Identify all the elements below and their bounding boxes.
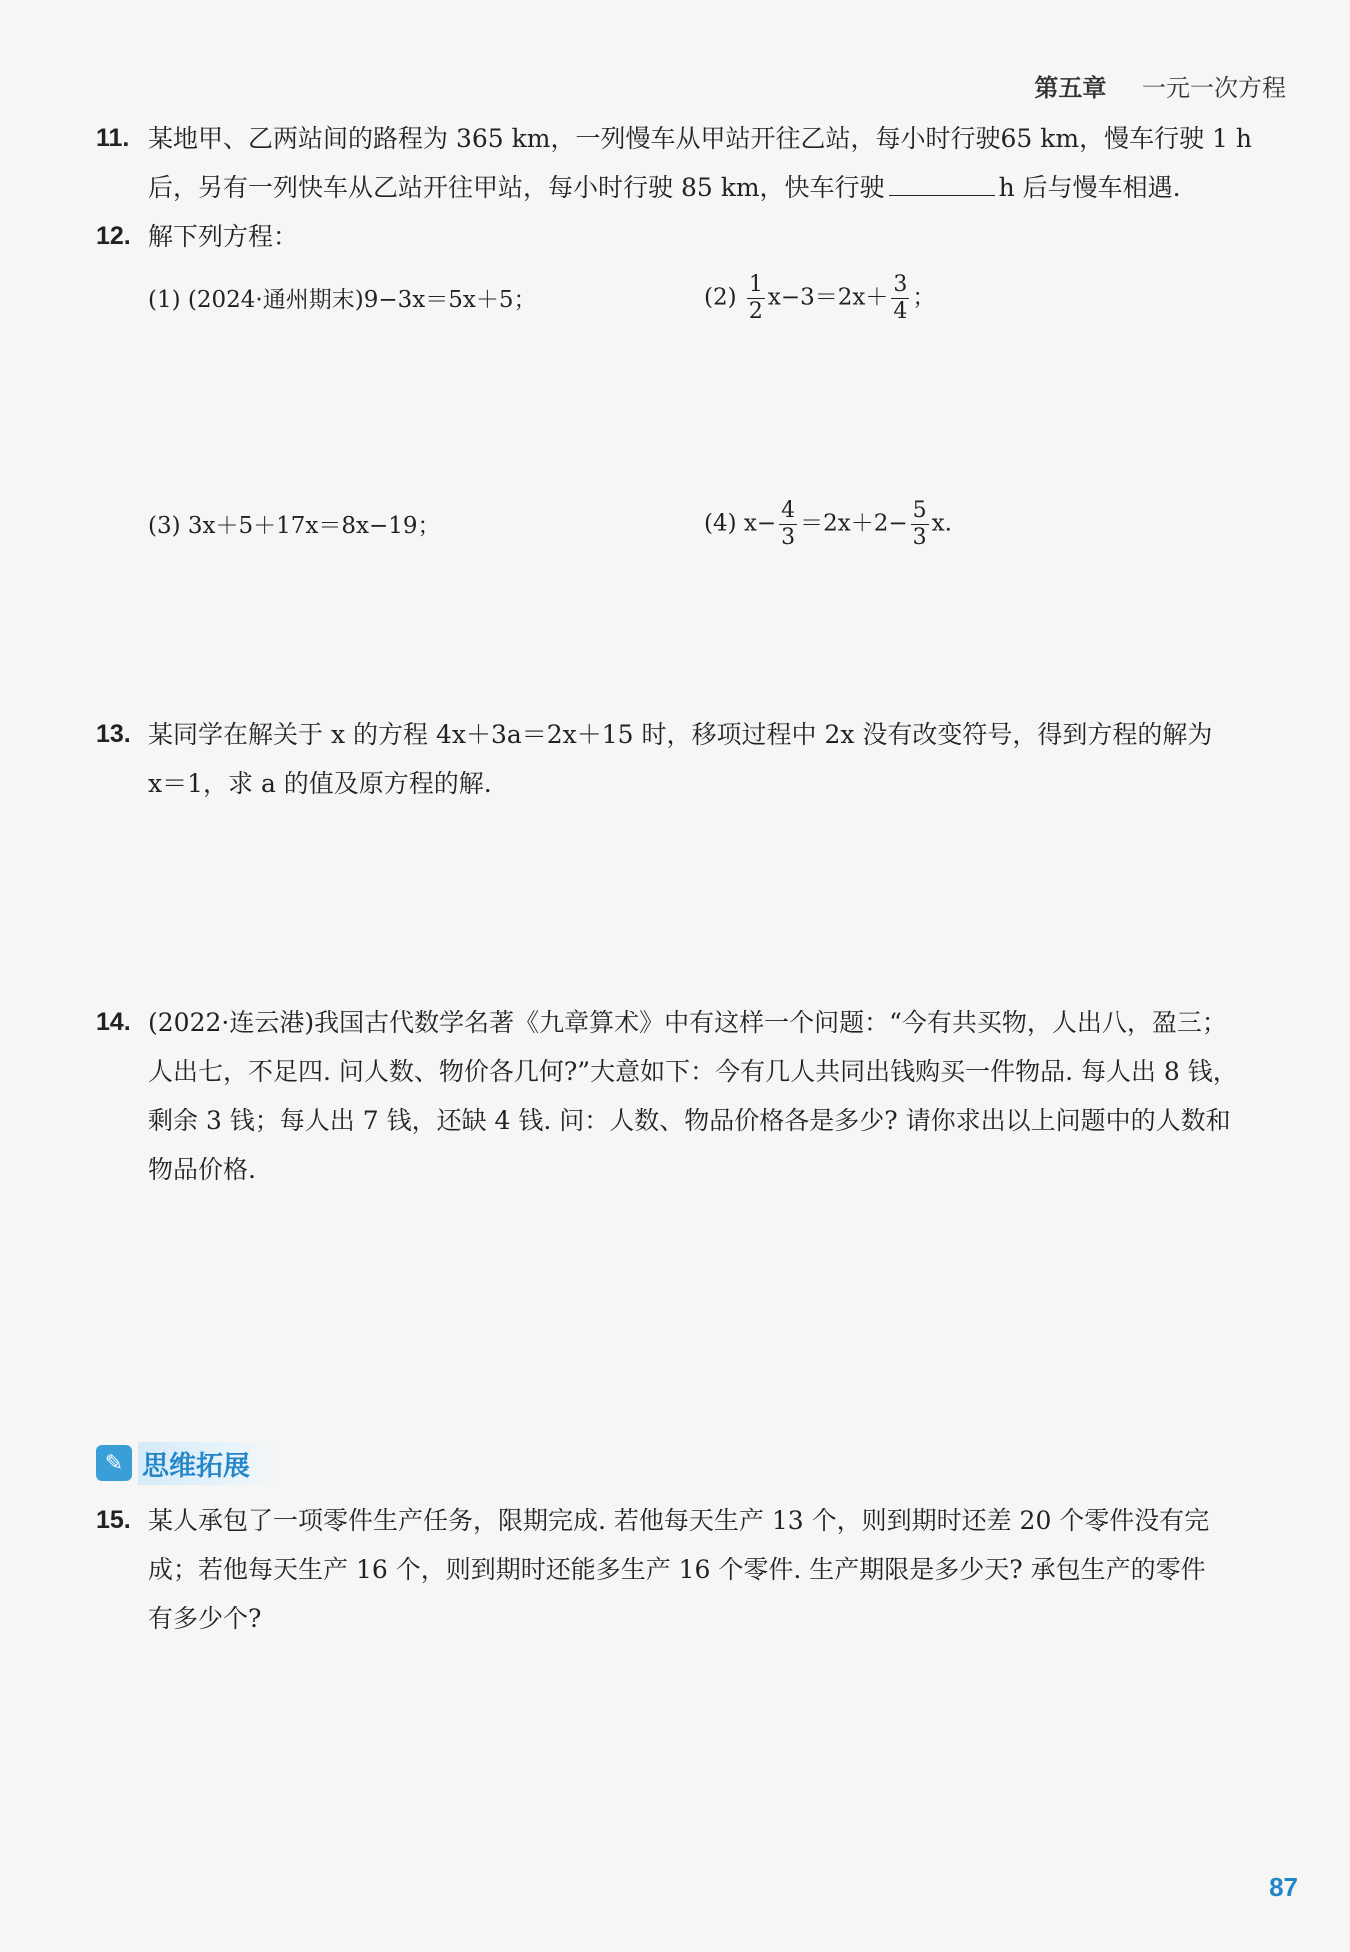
equation-text: x. — [931, 510, 952, 537]
question-number: 11. — [96, 124, 130, 152]
chapter-label: 第五章 — [1034, 74, 1107, 102]
question-text-line: (2022·连云港)我国古代数学名著《九章算术》中有这样一个问题：“今有共买物，人出八，盈三； — [148, 1008, 1227, 1037]
question-text-line: 解下列方程： — [148, 222, 299, 251]
page-number: 87 — [1269, 1872, 1298, 1902]
fraction: $\frac{1}{2}$ — [748, 272, 763, 324]
equation-label: (2) — [704, 284, 737, 311]
question-text-line: 成；若他每天生产 16 个，则到期时还能多生产 16 个零件. 生产期限是多少天? 承包生产的零件 — [148, 1555, 1206, 1584]
question-12 — [96, 212, 1290, 261]
question-text-line: 某人承包了一项零件生产任务，限期完成. 若他每天生产 13 个，则到期时还差 20 个零件没有完 — [148, 1506, 1210, 1535]
question-text-line: 物品价格. — [148, 1155, 256, 1184]
question-number: 12. — [96, 222, 131, 250]
equation-text: 9−3x＝5x＋5； — [363, 287, 537, 313]
question-15 — [96, 1496, 1290, 1643]
question-text: h 后与慢车相遇. — [998, 173, 1181, 202]
question-number: 15. — [96, 1506, 131, 1534]
question-text: 后，另有一列快车从乙站开往甲站，每小时行驶 85 km，快车行驶 — [148, 173, 885, 202]
question-text-line: 某同学在解关于 x 的方程 4x＋3a＝2x＋15 时，移项过程中 2x 没有改变符号，得到方程的解为 — [148, 720, 1213, 749]
question-text-line — [148, 163, 1290, 212]
section-header — [96, 1442, 278, 1484]
fraction: $\frac{3}{4}$ — [893, 272, 908, 324]
equation-source: (2024·通州期末) — [187, 287, 364, 313]
equation-1 — [148, 280, 536, 320]
equation-label: (3) — [148, 513, 181, 539]
equation-text: 3x＋5＋17x＝8x−19； — [187, 513, 441, 539]
equation-2 — [704, 272, 935, 325]
equation-4 — [704, 498, 952, 551]
question-text-line: 剩余 3 钱；每人出 7 钱，还缺 4 钱. 问：人数、物品价格各是多少? 请你求出以上问题中的人数和 — [148, 1106, 1231, 1135]
section-title: 思维拓展 — [138, 1442, 278, 1485]
equation-text: ； — [912, 284, 936, 311]
question-11 — [96, 114, 1290, 212]
equation-label: (1) — [148, 287, 181, 313]
equation-label: (4) — [704, 510, 737, 537]
question-14 — [96, 998, 1290, 1194]
equation-3 — [148, 506, 441, 546]
question-text-line: 人出七，不足四. 问人数、物价各几何?”大意如下：今有几人共同出钱购买一件物品. 每人出 8 钱， — [148, 1057, 1238, 1086]
fraction: $\frac{4}{3}$ — [781, 498, 796, 550]
question-number: 14. — [96, 1008, 131, 1036]
fraction: $\frac{5}{3}$ — [912, 498, 927, 550]
pencil-icon: ✎ — [96, 1445, 132, 1481]
question-number: 13. — [96, 720, 131, 748]
question-text-line: x＝1，求 a 的值及原方程的解. — [148, 769, 492, 798]
question-text-line: 某地甲、乙两站间的路程为 365 km，一列慢车从甲站开往乙站，每小时行驶65 km，慢车行驶 1 h — [148, 124, 1252, 153]
equation-text: x−3＝2x＋ — [767, 284, 889, 311]
question-text-line: 有多少个? — [148, 1604, 262, 1633]
page-header — [1034, 68, 1286, 103]
chapter-topic: 一元一次方程 — [1142, 74, 1286, 102]
equation-text: x− — [743, 510, 777, 537]
question-13 — [96, 710, 1290, 808]
answer-blank[interactable] — [889, 169, 995, 196]
equation-text: ＝2x＋2− — [800, 510, 908, 537]
